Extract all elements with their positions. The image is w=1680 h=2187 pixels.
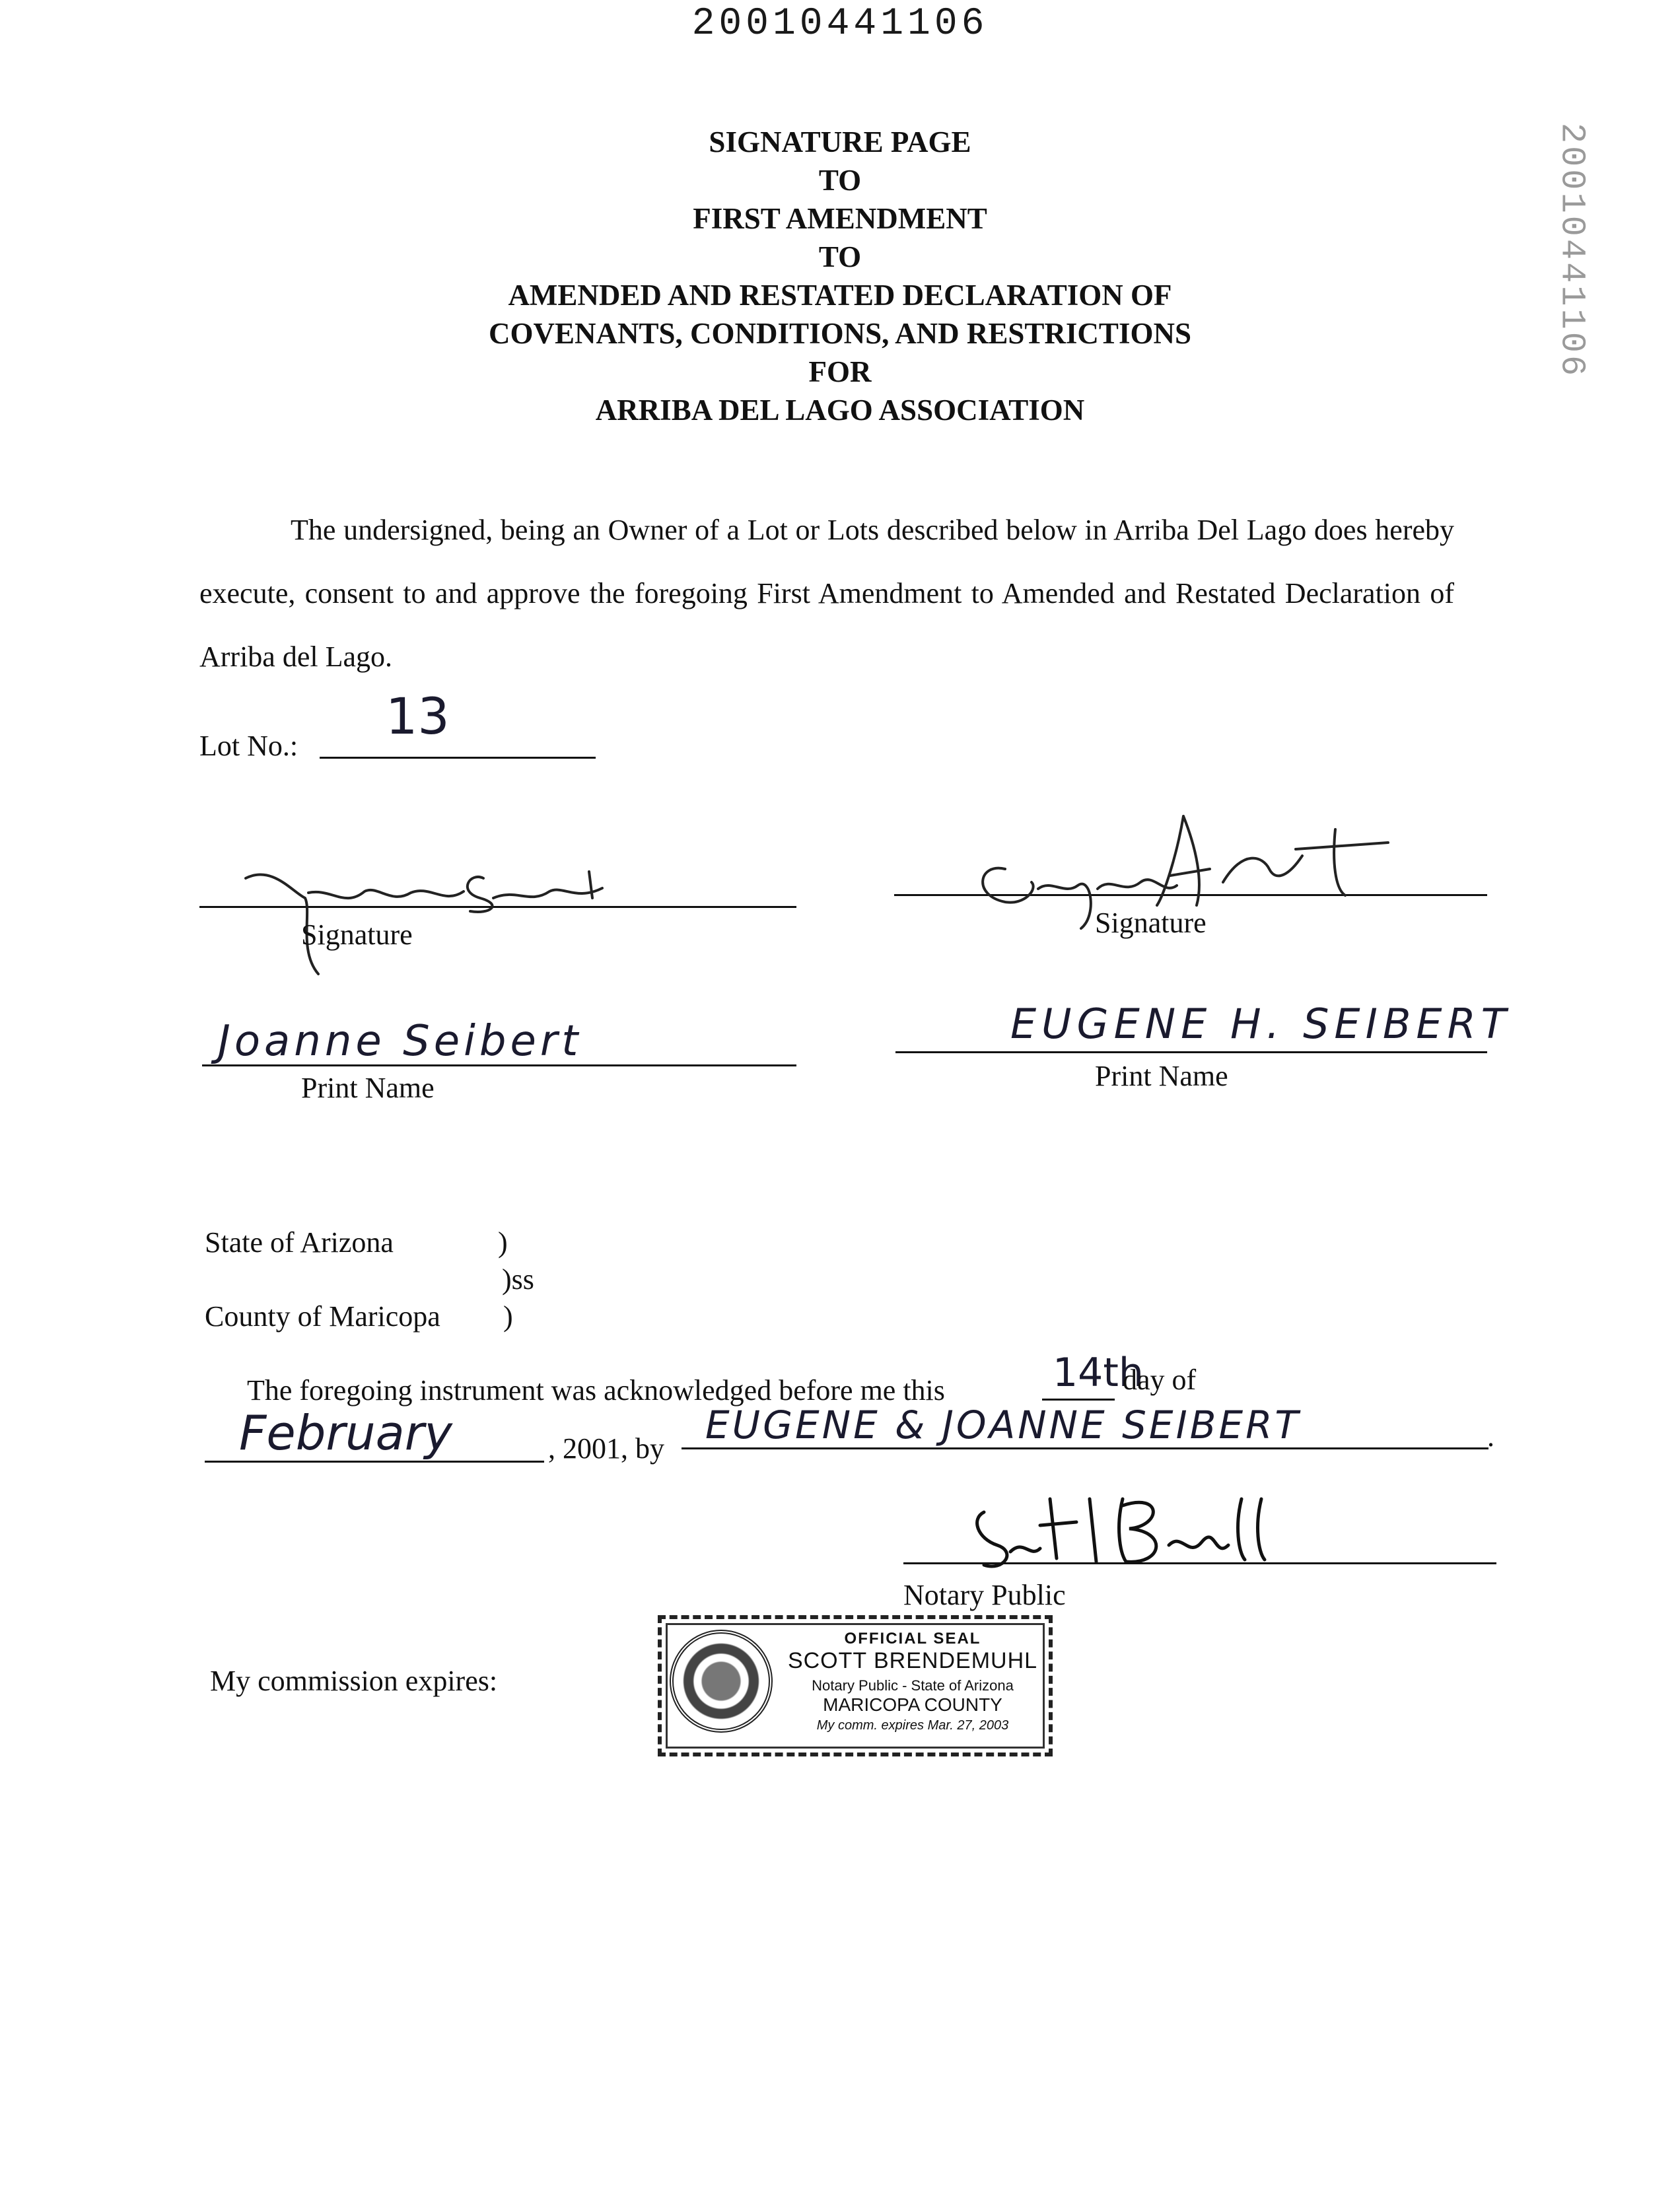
left-print-name-caption: Print Name [301,1072,435,1104]
left-signature-caption: Signature [301,919,413,951]
title-line-2: TO [818,164,862,197]
ack-month-handwriting: February [239,1405,452,1461]
lot-number-label: Lot No.: [199,730,298,762]
state-seal-emblem [670,1630,773,1733]
venue-paren-bottom: ) [503,1300,513,1333]
right-print-name-line [895,1051,1487,1053]
lot-number-value: 13 [386,687,450,746]
lot-number-line [320,757,596,759]
seal-line-3: Notary Public - State of Arizona [812,1677,1014,1694]
venue-ss: )ss [502,1263,534,1296]
ack-month-line [205,1461,544,1463]
title-line-1: SIGNATURE PAGE [709,125,971,158]
title-line-7: FOR [808,355,872,388]
ack-names-handwriting: EUGENE & JOANNE SEIBERT [705,1403,1301,1447]
notary-seal-stamp [658,1615,1053,1756]
left-signature-handwriting [232,852,629,981]
venue-county: County of Maricopa [205,1300,440,1333]
left-signature-drawing [232,852,629,977]
venue-paren-top: ) [498,1226,508,1259]
notary-caption: Notary Public [903,1579,1066,1611]
seal-line-2: SCOTT BRENDEMUHL [787,1648,1038,1673]
seal-line-1: OFFICIAL SEAL [844,1630,981,1648]
left-print-name-handwriting: Joanne Seibert [218,1017,582,1066]
acknowledgment-lead: The foregoing instrument was acknowledged before me this [247,1374,945,1406]
ack-day-handwriting: 14th [1053,1350,1144,1396]
title-line-4: TO [818,240,862,273]
notary-signature-drawing [964,1486,1308,1578]
title-line-3: FIRST AMENDMENT [693,202,987,235]
right-print-name-handwriting: EUGENE H. SEIBERT [1010,1000,1512,1048]
ack-period: . [1487,1420,1494,1453]
ack-year-by: , 2001, by [548,1432,664,1465]
ack-day-of: day of [1123,1364,1197,1396]
document-number: 20010441106 [691,3,989,46]
venue-state: State of Arizona [205,1226,394,1259]
title-line-8: ARRIBA DEL LAGO ASSOCIATION [595,394,1085,427]
seal-line-5: My comm. expires Mar. 27, 2003 [816,1718,1009,1733]
consent-paragraph: The undersigned, being an Owner of a Lot or Lots described below in Arriba Del Lago does hereby execute, consent to and approve the foregoing First Amendment to Amended and Restated Declaration of Arriba del Lago. [199,514,1454,673]
title-line-6: COVENANTS, CONDITIONS, AND RESTRICTIONS [489,317,1191,350]
commission-expires-label: My commission expires: [210,1665,498,1697]
seal-line-4: MARICOPA COUNTY [823,1694,1002,1715]
ack-names-line [682,1447,1488,1449]
right-print-name-caption: Print Name [1095,1060,1228,1092]
notary-signature-handwriting [964,1486,1308,1581]
side-recording-stamp: 20010441106 [1552,122,1592,379]
document-title [0,123,1680,429]
right-signature-caption: Signature [1095,907,1207,939]
title-line-5: AMENDED AND RESTATED DECLARATION OF [508,279,1172,312]
ack-day-line [1042,1399,1115,1401]
